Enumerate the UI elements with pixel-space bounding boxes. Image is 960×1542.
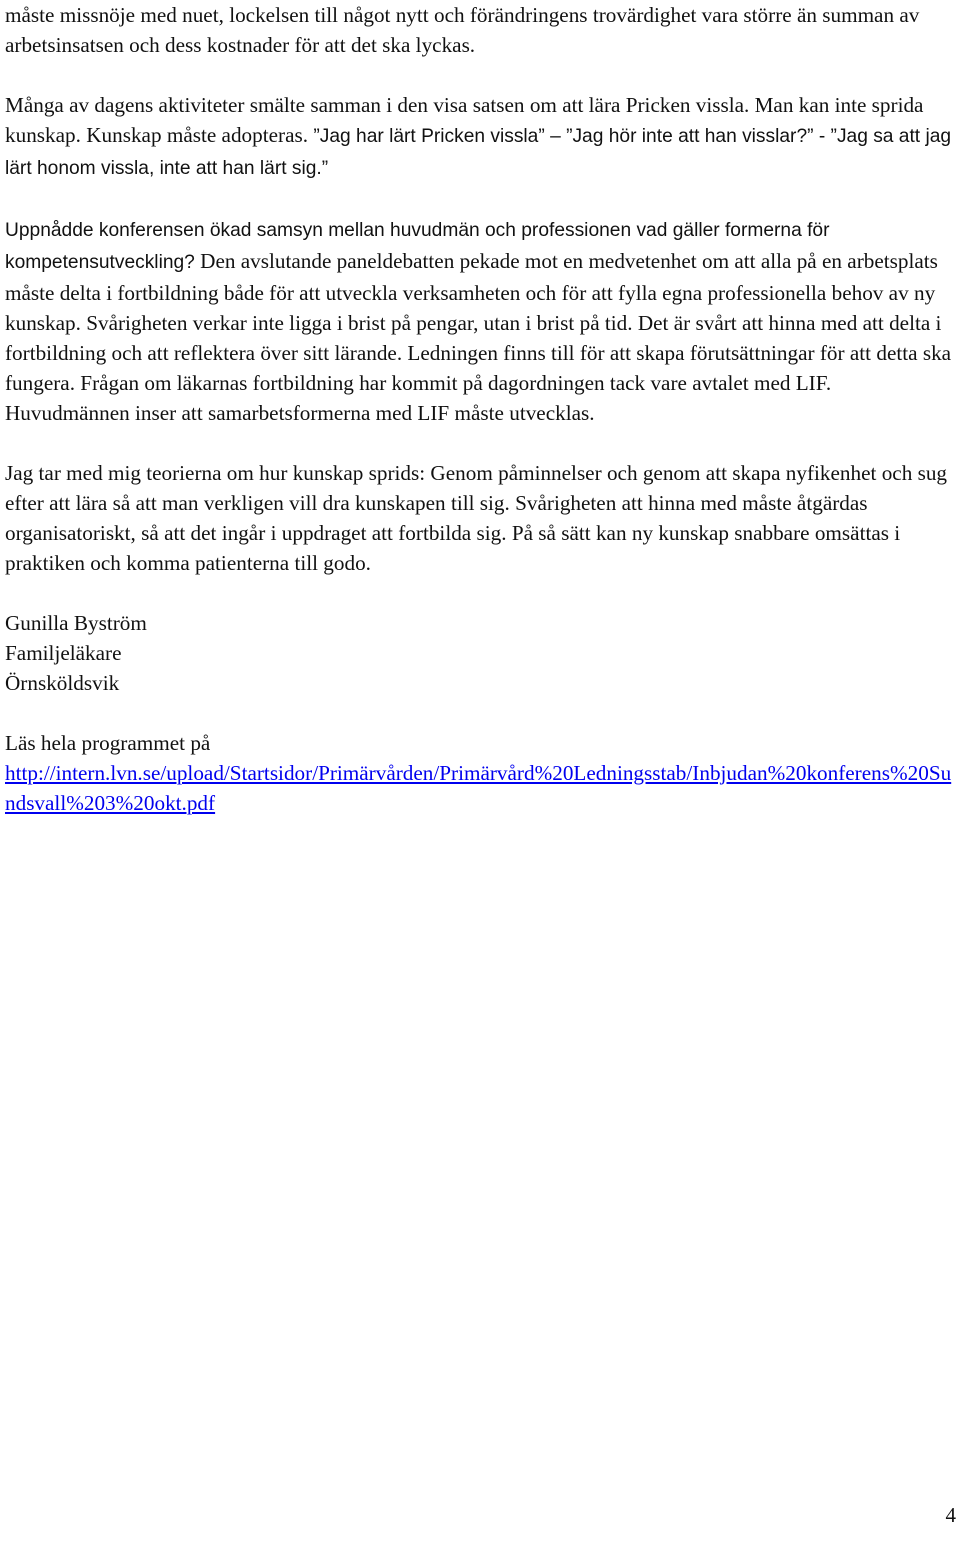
signature-name: Gunilla Byström [5, 611, 147, 635]
paragraph-pricken [5, 90, 957, 184]
program-label: Läs hela programmet på [5, 731, 211, 755]
document-page [5, 0, 957, 818]
paragraph-intro: måste missnöje med nuet, lockelsen till något nytt och förändringens trovärdighet vara större än summan av arbetsinsatsen och dess kostnader för att det ska lyckas. [5, 3, 920, 57]
conference-question: Uppnådde konferensen ökad samsyn mellan huvudmän och professionen vad gäller formerna för kompetensutveckling? [5, 220, 830, 273]
signature-block [5, 608, 957, 698]
program-link[interactable]: http://intern.lvn.se/upload/Startsidor/Primärvården/Primärvård%20Ledningsstab/Inbjudan%20konferens%20Sundsvall%203%20okt.pdf [5, 761, 952, 815]
paragraph-conclusion: Jag tar med mig teorierna om hur kunskap sprids: Genom påminnelser och genom att skapa nyfikenhet och sug efter att lära så att man verkligen vill dra kunskapen till sig. Svårigheten att hinna med måste åtgärdas organisatoriskt, så att det ingår i uppdraget att fortbilda sig. På så sätt kan ny kunskap snabbare omsättas i praktiken och komma patienterna till godo. [5, 461, 948, 575]
pricken-text: Många av dagens aktiviteter smälte samman i den visa satsen om att lära Pricken vissla. Man kan inte sprida kunskap. Kunskap måste adopteras. [5, 93, 924, 147]
conference-text: Den avslutande paneldebatten pekade mot en medvetenhet om att alla på en arbetsplats måste delta i fortbildning både för att utveckla verksamheten och för att fylla egna professionella behov av ny kunskap. Svårigheten verkar inte ligga i brist på pengar, utan i brist på tid. Det är svårt att hinna med att delta i fortbildning och att reflektera över sitt lärande. Ledningen finns till för att skapa förutsättningar för att detta ska fungera. Frågan om läkarnas fortbildning har kommit på dagordningen tack vare avtalet med LIF. Huvudmännen inser att samarbetsformerna med LIF måste utvecklas. [5, 249, 952, 425]
program-block [5, 728, 957, 818]
pricken-quote: ”Jag har lärt Pricken vissla” – ”Jag hör inte att han visslar?” - ”Jag sa att jag lärt honom vissla, inte att han lärt sig.” [5, 126, 952, 179]
signature-title: Familjeläkare [5, 641, 122, 665]
page-number: 4 [945, 1503, 956, 1527]
signature-place: Örnsköldsvik [5, 671, 120, 695]
paragraph-conference [5, 214, 957, 428]
